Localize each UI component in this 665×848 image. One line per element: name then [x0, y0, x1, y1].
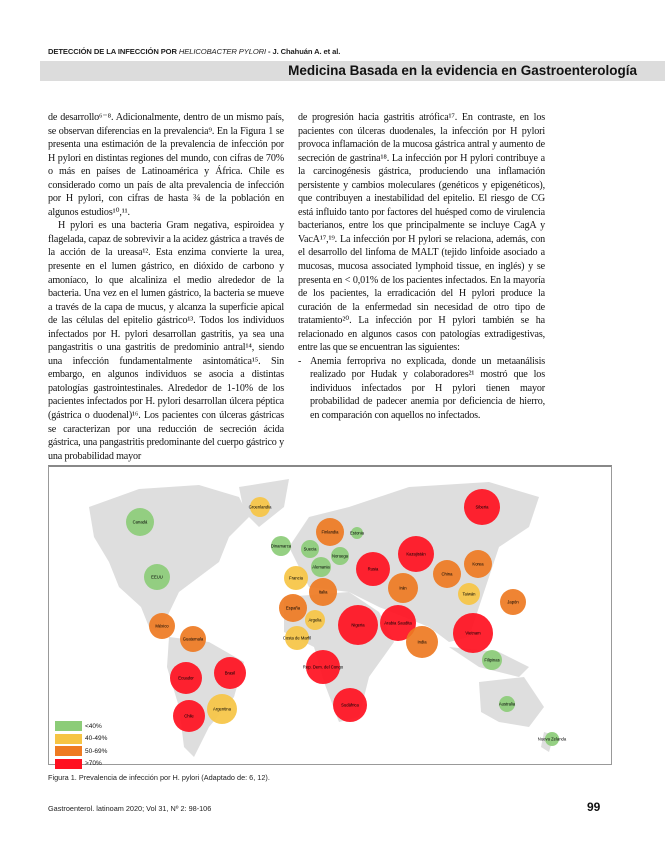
- country-label: Rusia: [367, 566, 379, 572]
- bullet-item: [298, 355, 545, 423]
- country-label: China: [441, 571, 453, 577]
- legend-swatch: [55, 759, 82, 769]
- country-label: Nigeria: [351, 622, 365, 628]
- country-label: Estonia: [350, 530, 364, 536]
- country-label: Argentina: [213, 706, 231, 712]
- page-number: 99: [587, 800, 601, 814]
- country-label: Dinamarca: [270, 543, 292, 549]
- running-head: DETECCIÓN DE LA INFECCIÓN POR HELICOBACTER PYLORI - J. Chahuán A. et al.: [48, 47, 341, 56]
- section-title: Medicina Basada en la evidencia en Gastroenterología: [288, 63, 637, 78]
- country-label: Irán: [399, 585, 407, 591]
- north-america: [89, 485, 249, 632]
- footer-citation: Gastroenterol. latinoam 2020; Vol 31, Nº 2: 98-106: [48, 804, 212, 813]
- bullet-text: Anemia ferropriva no explicada, donde un metaanálisis realizado por Hudak y colaboradores²¹ mostró que los individuos infectados por H pylori tienen mayor probabilidad de padecer anemia por deficiencia de hierro, en comparación con aquellos no infectados.: [310, 355, 545, 422]
- country-label: Rep. Dem. del Congo: [302, 664, 344, 670]
- world-map: [49, 467, 611, 763]
- country-label: Filipinas: [484, 657, 500, 663]
- legend-swatch: [55, 721, 82, 731]
- figure-caption: Figura 1. Prevalencia de infección por H. pylori (Adaptado de: 6, 12).: [48, 773, 270, 782]
- country-label: Finlandia: [321, 529, 339, 535]
- right-column: [298, 111, 545, 423]
- country-label: Korea: [472, 561, 484, 567]
- country-label: Canadá: [132, 519, 148, 525]
- country-label: Alemania: [312, 564, 330, 570]
- country-label: Italia: [318, 589, 328, 595]
- country-label: Vietnam: [465, 630, 481, 636]
- country-label: Noruega: [331, 553, 349, 559]
- country-label: Guatemala: [182, 636, 204, 642]
- country-label: Suecia: [303, 546, 317, 552]
- legend-swatch: [55, 734, 82, 744]
- country-label: Kazajistán: [406, 551, 426, 557]
- legend-item: <40%: [55, 720, 107, 733]
- country-label: Japón: [507, 599, 519, 605]
- country-label: Costa de Marfil: [282, 635, 312, 641]
- paragraph: H pylori es una bacteria Gram negativa, espiroidea y flagelada, capaz de sobrevivir a la acidez gástrica a través de la acción de la ureasa¹². Esta enzima convierte la urea, presente en el lumen gástrico, en dióxido de carbono y amoníaco, lo que alcaliniza el medio alrededor de la bacteria. Una vez en el lumen gástrico, la bacteria se mueve a través de la capa de mucus, y alcanza la superficie apical de las células del epitelio gástrico¹³. Todos los individuos infectados por H. pylori desarrollan gastritis, ya sea una pangastritis o una gastritis de predominio antral¹⁴, siendo una infección fundamentalmente asintomática¹⁵. Sin embargo, en algunos individuos se asocia a distintas patologías gastrointestinales. Alrededor de 1-10% de los pacientes infectados por H. pylori desarrollan úlcera péptica (gástrica o duodenal)¹⁶. Los pacientes con úlceras gástricas se caracterizan por una reducción de secreción ácida gástrica, una pangastritis predominante del cuerpo gástrico y una probabilidad mayor: [48, 220, 284, 462]
- legend-swatch: [55, 746, 82, 756]
- country-label: Arabia Saudita: [384, 620, 412, 626]
- legend-item: 50-69%: [55, 745, 107, 758]
- country-label: Sudáfrica: [341, 702, 359, 708]
- country-label: Argelia: [308, 617, 322, 623]
- prevalence-map-figure: [48, 465, 612, 768]
- country-label: Groenlandia: [248, 504, 272, 510]
- legend-item: >70%: [55, 758, 107, 771]
- legend-item: 40-49%: [55, 733, 107, 746]
- country-label: India: [417, 639, 427, 645]
- paragraph: de desarrollo⁶⁻⁸. Adicionalmente, dentro de un mismo país, se observan diferencias en la prevalencia⁹. En la Figura 1 se presenta una estimación de la prevalencia de infección por H pylori en distintas regiones del mundo, con cifras de 70% o más en países de Latinoamérica y África. Chile es considerado como un país de alta prevalencia de infección por H pylori, con cifras de hasta ¾ de la población en algunos estudios¹⁰,¹¹.: [48, 112, 284, 218]
- country-label: Australia: [498, 701, 516, 707]
- country-label: Nueva Zelanda: [537, 736, 567, 742]
- legend: [55, 720, 107, 770]
- country-label: Ecuador: [178, 675, 194, 681]
- country-label: EEUU: [151, 574, 163, 580]
- south-america: [167, 637, 244, 757]
- left-column: [48, 111, 284, 463]
- country-label: Chile: [184, 713, 194, 719]
- country-label: Brasil: [224, 670, 236, 676]
- country-label: España: [285, 605, 301, 611]
- country-label: Taiwán: [462, 591, 476, 597]
- country-label: Siberia: [475, 504, 489, 510]
- bullet-marker: -: [298, 355, 302, 367]
- country-label: México: [155, 623, 169, 629]
- country-label: Francia: [289, 575, 303, 581]
- paragraph: de progresión hacia gastritis atrófica¹⁷. En contraste, en los pacientes con úlceras duodenales, la infección por H pylori provoca inflamación de la mucosa gástrica antral y aumento de secreción de gastrina¹⁸. La infección por H pylori contribuye a la carcinogénesis gástrica, produciendo una inflamación persistente y cambios moleculares (genéticos y epigenéticos), que contribuyen a inestabilidad del epitelio. El riesgo de CG está influido tanto por factores del huésped como de virulencia bacterianos, entre los que principalmente se incluye CagA y VacA¹⁷,¹⁹. La infección por H pylori se relaciona, además, con el desarrollo del linfoma de MALT (tejido linfoide asociado a mucosas, mucosa associated lymphoid tissue, en inglés) y se presenta en < 0,01% de los pacientes infectados. En la mayoría de los pacientes, la erradicación del H pylori produce la curación de la enfermedad sin necesidad de otro tipo de tratamiento²⁰. La infección por H pylori también se ha relacionado en algunos casos con patologías extradigestivas, entre las que se encuentran las siguientes:: [298, 112, 545, 354]
- section-bar: [40, 61, 665, 81]
